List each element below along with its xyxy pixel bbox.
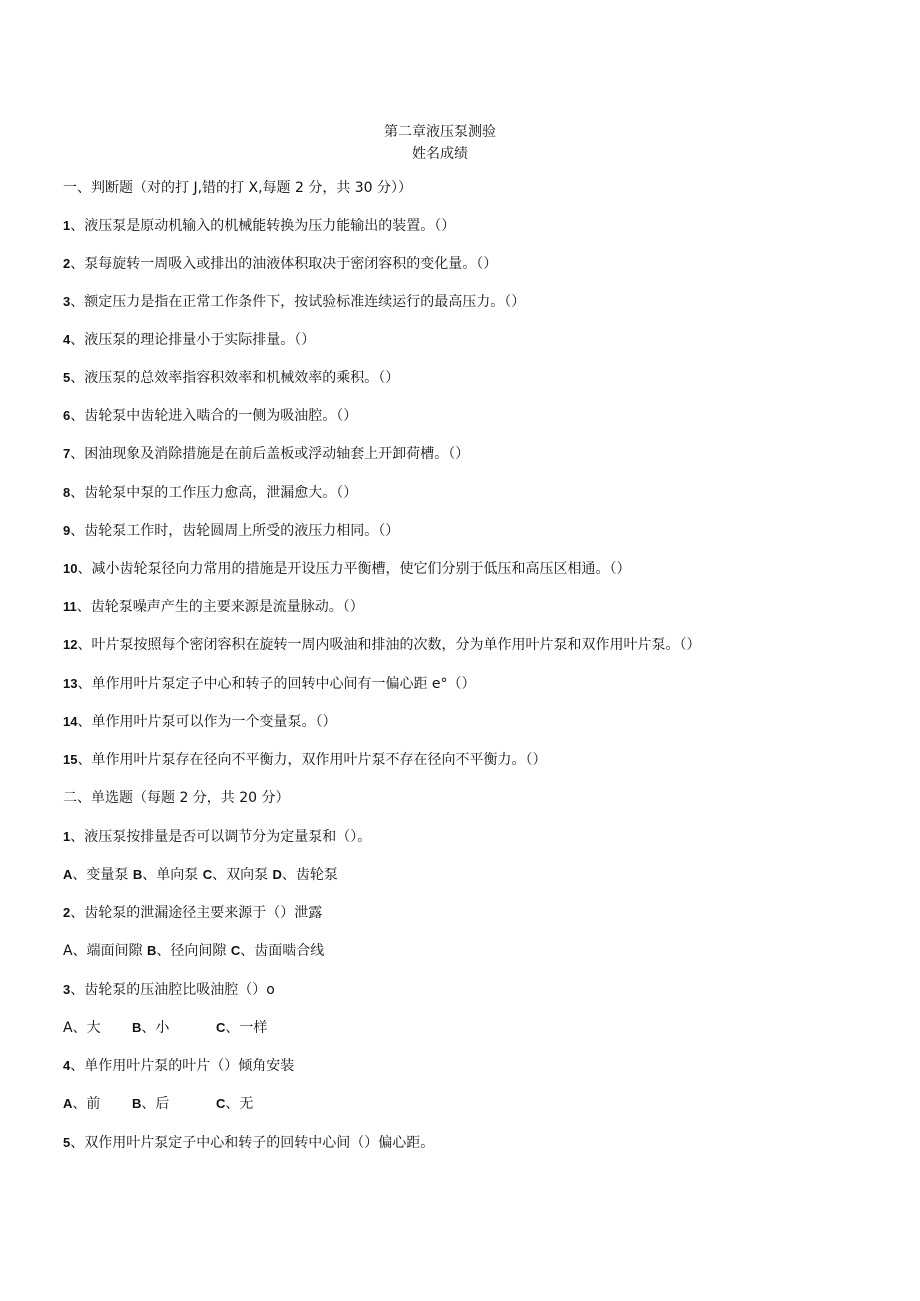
question-text: 、齿轮泵中齿轮进入啮合的一侧为吸油腔。（） <box>70 408 358 424</box>
option-text: 、小 <box>141 1020 170 1036</box>
question-item <box>63 484 357 502</box>
question-number: 15 <box>63 752 78 767</box>
question-item <box>63 1134 434 1152</box>
question-item <box>63 331 315 349</box>
question-text: 、单作用叶片泵存在径向不平衡力，双作用叶片泵不存在径向不平衡力。（） <box>77 752 547 768</box>
question-item <box>63 407 357 425</box>
option-letter: A <box>63 1020 73 1036</box>
question-number: 11 <box>63 599 77 614</box>
question-text: 、单作用叶片泵定子中心和转子的回转中心间有一偏心距 e°（） <box>77 676 476 692</box>
question-item <box>63 369 399 387</box>
option-letter: C <box>202 867 213 882</box>
question-item <box>63 522 399 540</box>
option-letter: A <box>63 1096 73 1111</box>
option-text: 、齿轮泵 <box>281 867 338 883</box>
question-number: 3 <box>63 982 71 997</box>
option-text: 、径向间隙 <box>156 943 227 959</box>
option-letter: C <box>216 1096 226 1111</box>
question-item <box>63 598 364 616</box>
option-letter: C <box>216 1020 226 1035</box>
option-text: 、前 <box>72 1096 101 1112</box>
option-text: 、一样 <box>225 1020 268 1036</box>
question-item <box>63 675 476 693</box>
question-number: 2 <box>63 905 71 920</box>
question-number: 7 <box>63 446 71 461</box>
question-item <box>63 751 546 769</box>
option-letter: B <box>132 867 143 882</box>
question-item <box>63 981 275 999</box>
option-letter: B <box>132 1020 142 1035</box>
question-text: 、液压泵的总效率指容积效率和机械效率的乘积。（） <box>70 370 400 386</box>
option-letter: C <box>230 943 241 958</box>
question-text: 、额定压力是指在正常工作条件下，按试验标准连续运行的最高压力。（） <box>70 294 526 310</box>
question-item <box>63 828 371 846</box>
question-item <box>63 1057 294 1075</box>
option-letter: B <box>147 943 157 958</box>
option-row <box>63 866 338 884</box>
question-item <box>63 217 455 235</box>
question-text: 、齿轮泵工作时，齿轮圆周上所受的液压力相同。（） <box>70 523 400 539</box>
question-number: 5 <box>63 1135 71 1150</box>
question-text: 、单作用叶片泵可以作为一个变量泵。（） <box>77 714 337 730</box>
question-text: 、液压泵的理论排量小于实际排量。（） <box>70 332 316 348</box>
option-letter: A <box>63 943 73 959</box>
option-text: 、双向泵 <box>212 867 269 883</box>
question-text: 、减小齿轮泵径向力常用的措施是开设压力平衡槽，使它们分别于低压和高压区相通。（） <box>77 561 631 577</box>
question-text: 、齿轮泵的泄漏途径主要来源于（）泄露 <box>70 905 323 921</box>
question-item <box>63 445 469 463</box>
question-number: 9 <box>63 523 71 538</box>
question-item <box>63 560 630 578</box>
question-item <box>63 904 322 922</box>
question-text: 、单作用叶片泵的叶片（）倾角安装 <box>70 1058 295 1074</box>
document-header <box>0 121 880 165</box>
question-item <box>63 255 497 273</box>
question-text: 、困油现象及消除措施是在前后盖板或浮动轴套上开卸荷槽。（） <box>70 446 470 462</box>
question-number: 14 <box>63 714 78 729</box>
option-text: 、端面间隙 <box>72 943 143 959</box>
option-text: 、齿面啮合线 <box>240 943 325 959</box>
option-row <box>63 1019 267 1037</box>
question-number: 8 <box>63 485 71 500</box>
question-number: 6 <box>63 408 71 423</box>
option-row <box>63 1095 253 1113</box>
question-number: 3 <box>63 294 71 309</box>
section-heading-true-false: 一、判断题（对的打 J,错的打 X,每题 2 分，共 30 分）） <box>63 180 413 196</box>
question-text: 、齿轮泵中泵的工作压力愈高，泄漏愈大。（） <box>70 485 358 501</box>
name-score-line: 姓名成绩 <box>412 146 468 162</box>
option-text: 、大 <box>72 1020 101 1036</box>
question-item <box>63 293 525 311</box>
question-text: 、液压泵按排量是否可以调节分为定量泵和（）。 <box>70 829 372 845</box>
question-number: 13 <box>63 676 78 691</box>
option-letter: B <box>132 1096 142 1111</box>
option-letter: A <box>63 867 73 882</box>
option-text: 、后 <box>141 1096 170 1112</box>
question-number: 4 <box>63 332 71 347</box>
question-text: 、双作用叶片泵定子中心和转子的回转中心间（）偏心距。 <box>70 1135 435 1151</box>
question-item <box>63 713 336 731</box>
question-text: 、齿轮泵噪声产生的主要来源是流量脉动。（） <box>76 599 364 615</box>
section-heading-single-choice: 二、单选题（每题 2 分，共 20 分） <box>63 790 290 806</box>
option-letter: D <box>272 867 282 882</box>
question-number: 5 <box>63 370 71 385</box>
question-number: 2 <box>63 256 71 271</box>
option-text: 、无 <box>225 1096 254 1112</box>
question-number: 1 <box>63 218 71 233</box>
question-text: 、泵每旋转一周吸入或排出的油液体积取决于密闭容积的变化量。（） <box>70 256 498 272</box>
question-number: 1 <box>63 829 71 844</box>
question-text: 、叶片泵按照每个密闭容积在旋转一周内吸油和排油的次数，分为单作用叶片泵和双作用叶片泵。（） <box>77 637 701 653</box>
option-text: 、变量泵 <box>72 867 129 883</box>
option-row <box>63 942 324 960</box>
question-number: 10 <box>63 561 78 576</box>
question-text: 、齿轮泵的压油腔比吸油腔（）o <box>70 982 275 998</box>
document-title: 第二章液压泵测验 <box>384 124 496 140</box>
question-text: 、液压泵是原动机输入的机械能转换为压力能输出的装置。（） <box>70 218 456 234</box>
question-number: 4 <box>63 1058 71 1073</box>
option-text: 、单向泵 <box>142 867 199 883</box>
question-item <box>63 636 700 654</box>
question-number: 12 <box>63 637 78 652</box>
